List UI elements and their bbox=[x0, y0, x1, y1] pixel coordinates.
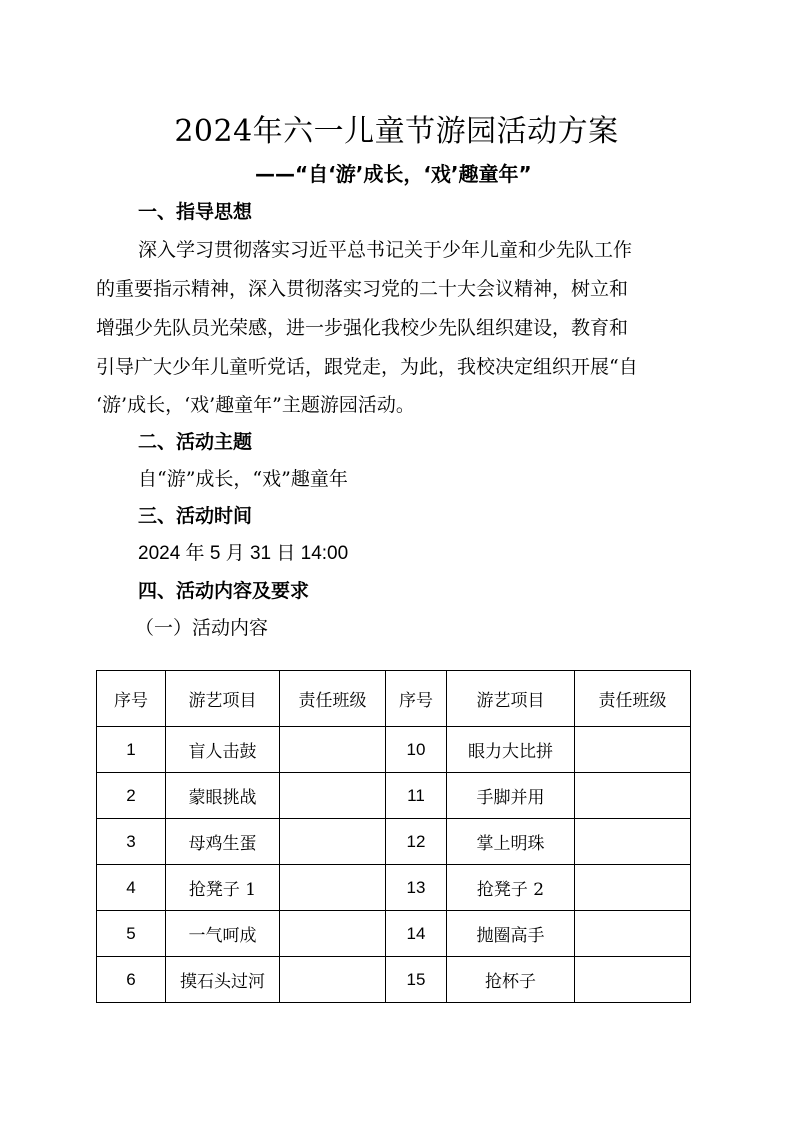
section-1-line-2: 的重要指示精神，深入贯彻落实习党的二十大会议精神，树立和 bbox=[96, 278, 629, 300]
table-cell: 2 bbox=[97, 773, 166, 819]
header-cell: 序号 bbox=[386, 671, 447, 727]
section-2-heading: 二、活动主题 bbox=[138, 431, 253, 453]
table-row bbox=[97, 865, 691, 911]
header-cell: 游艺项目 bbox=[447, 671, 575, 727]
section-3-text: 2024 年 5 月 31 日 14:00 bbox=[138, 543, 349, 564]
table-cell: 4 bbox=[97, 865, 166, 911]
section-3-heading: 三、活动时间 bbox=[138, 505, 253, 527]
table-cell: 盲人击鼓 bbox=[166, 727, 280, 773]
table-cell: 15 bbox=[386, 957, 447, 1003]
section-2-text: 自“游”成长，“戏”趣童年 bbox=[138, 468, 348, 490]
table-cell bbox=[575, 727, 691, 773]
header-cell: 责任班级 bbox=[280, 671, 386, 727]
table-cell: 5 bbox=[97, 911, 166, 957]
table-cell bbox=[280, 727, 386, 773]
section-1-line-5: ‘游’成长，‘戏’趣童年”主题游园活动。 bbox=[96, 394, 415, 416]
header-cell: 游艺项目 bbox=[166, 671, 280, 727]
section-1-heading: 一、指导思想 bbox=[138, 201, 253, 223]
table-cell bbox=[280, 773, 386, 819]
table-cell: 抢凳子 1 bbox=[166, 865, 280, 911]
table-row bbox=[97, 727, 691, 773]
section-4-heading: 四、活动内容及要求 bbox=[138, 580, 310, 602]
document-subtitle: ——“自‘游’成长，‘戏’趣童年” bbox=[255, 162, 532, 186]
header-cell: 责任班级 bbox=[575, 671, 691, 727]
table-cell: 一气呵成 bbox=[166, 911, 280, 957]
table-cell bbox=[575, 911, 691, 957]
table-cell: 3 bbox=[97, 819, 166, 865]
table-cell bbox=[280, 865, 386, 911]
table-cell bbox=[280, 911, 386, 957]
table-row bbox=[97, 773, 691, 819]
table-row bbox=[97, 911, 691, 957]
table-cell: 抢凳子 2 bbox=[447, 865, 575, 911]
table-cell bbox=[575, 865, 691, 911]
section-1-line-4: 引导广大少年儿童听党话，跟党走，为此，我校决定组织开展“自 bbox=[96, 356, 638, 378]
table-cell: 抛圈高手 bbox=[447, 911, 575, 957]
table-cell: 抢杯子 bbox=[447, 957, 575, 1003]
table-cell: 11 bbox=[386, 773, 447, 819]
table-cell: 1 bbox=[97, 727, 166, 773]
table-cell: 掌上明珠 bbox=[447, 819, 575, 865]
table-cell: 母鸡生蛋 bbox=[166, 819, 280, 865]
document-title: 2024年六一儿童节游园活动方案 bbox=[174, 114, 619, 149]
table-cell: 12 bbox=[386, 819, 447, 865]
section-1-line-1: 深入学习贯彻落实习近平总书记关于少年儿童和少先队工作 bbox=[138, 239, 633, 261]
table-cell: 蒙眼挑战 bbox=[166, 773, 280, 819]
table-cell: 14 bbox=[386, 911, 447, 957]
table-cell: 摸石头过河 bbox=[166, 957, 280, 1003]
table-header-row bbox=[97, 671, 691, 727]
table-cell bbox=[280, 819, 386, 865]
table-cell: 眼力大比拼 bbox=[447, 727, 575, 773]
activity-table bbox=[96, 670, 691, 1003]
section-1-line-3: 增强少先队员光荣感，进一步强化我校少先队组织建设，教育和 bbox=[96, 317, 629, 339]
section-4-subheading: （一）活动内容 bbox=[135, 617, 269, 639]
table-cell bbox=[575, 773, 691, 819]
table-row bbox=[97, 819, 691, 865]
table-cell bbox=[575, 957, 691, 1003]
table-cell bbox=[575, 819, 691, 865]
table-cell: 6 bbox=[97, 957, 166, 1003]
header-cell: 序号 bbox=[97, 671, 166, 727]
table-cell: 13 bbox=[386, 865, 447, 911]
table-cell: 10 bbox=[386, 727, 447, 773]
table-row bbox=[97, 957, 691, 1003]
table-cell: 手脚并用 bbox=[447, 773, 575, 819]
table-cell bbox=[280, 957, 386, 1003]
